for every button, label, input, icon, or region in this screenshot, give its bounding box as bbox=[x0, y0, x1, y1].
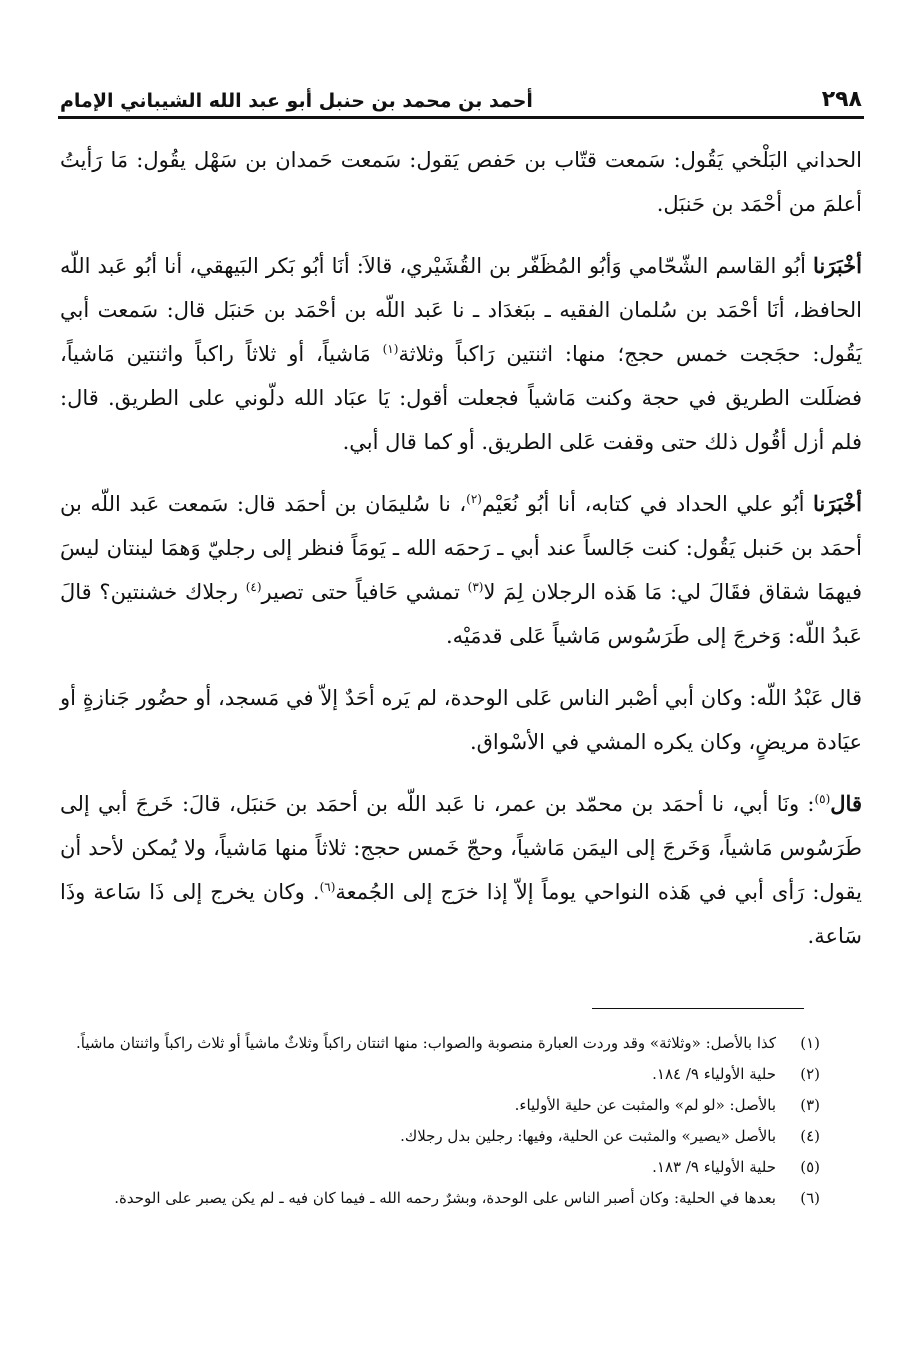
paragraph-lead-word: أخْبَرَنا bbox=[813, 253, 862, 278]
footnote-ref-1[interactable]: (١) bbox=[382, 342, 399, 356]
footnote-4 bbox=[60, 1123, 820, 1150]
paragraph-lead-word: أخْبَرَنا bbox=[813, 491, 862, 516]
footnote-ref-4[interactable]: (٤) bbox=[245, 580, 262, 594]
paragraph-text: أبُو القاسم الشّحّامي وَأبُو المُظَفّر بن القُشَيْري، قالاَ: أنَا أبُو بَكر البَيهقي، أنا أبُو عَبد اللّه الحافظ، أنَا أحْمَد بن سُلمان الفقيه ـ ببَغدَاد ـ نا عَبد اللّه بن أحْمَد بن حَنبَل قال: سَمعت أبي يَقُول: حجَجت خمس حجج؛ منها: اثنتين رَاكباً وثلاثة bbox=[60, 254, 863, 366]
page-header bbox=[60, 72, 862, 112]
paragraph-text: . وكان يخرج إلى ذَا سَاعة وذَا سَاعة. bbox=[60, 880, 862, 948]
footnote-ref-5[interactable]: (٥) bbox=[814, 792, 831, 806]
paragraph-text: قال عَبْدُ اللّه: وكان أبي أصْبر الناس عَلى الوحدة، لم يَره أحَدٌ إلاّ في مَسجد، أو حضُور جَنازةٍ أو عيَادة مريضٍ، وكان يكره المشي في الأسْواق. bbox=[60, 686, 862, 754]
footnote-ref-6[interactable]: (٦) bbox=[319, 880, 336, 894]
paragraph-text: ، نا سُليمَان بن أحمَد قال: سَمعت عَبد اللّه بن أحمَد بن حَنبل يَقُول: كنت جَالساً عند أبي ـ رَحمَه الله ـ يَومَاً فنظر إلى رجليّ وَهمَا لينتان ليسَ فيهمَا شقاق فقَالَ لي: مَا هَذه الرجلان لِمَ لا bbox=[60, 492, 863, 604]
paragraph-lead-word: قال bbox=[830, 791, 862, 816]
main-text bbox=[60, 138, 862, 976]
footnote-text: حلية الأولياء ٩/ ١٨٣. bbox=[652, 1158, 776, 1176]
paragraph-2 bbox=[60, 244, 862, 464]
footnote-separator bbox=[592, 1008, 804, 1009]
footnote-ref-2[interactable]: (٢) bbox=[466, 492, 482, 506]
footnote-number: (٢) bbox=[800, 1065, 820, 1083]
footnote-text: بعدها في الحلية: وكان أصبر الناس على الوحدة، وبشرٌ رحمه الله ـ فيما كان فيه ـ لم يكن يصبر على الوحدة. bbox=[114, 1189, 776, 1207]
header-rule bbox=[58, 116, 864, 119]
footnote-5 bbox=[60, 1154, 820, 1181]
paragraph-text: تمشي حَافياً حتى تصير bbox=[261, 580, 468, 604]
footnote-text: بالأصل «يصير» والمثبت عن الحلية، وفيها: رجلين بدل رجلاك. bbox=[400, 1127, 776, 1145]
paragraph-4 bbox=[60, 676, 862, 764]
paragraph-1 bbox=[60, 138, 862, 226]
footnote-6 bbox=[60, 1185, 820, 1212]
paragraph-text: : ونَا أبي، نا أحمَد بن محمّد بن عمر، نا عَبد اللّه بن أحمَد بن حَنبَل، قالَ: خَرجَ أبي إلى طَرَسُوس مَاشياً، وَخَرجَ إلى اليمَن مَاشياً، وحجّ خَمس حجج: ثلاثاً منها مَاشياً، ولا يُمكن لأحد أن يقول: رَأى أبي في هَذه النواحي يوماً إلاّ إذا خرَج إلى الجُمعة bbox=[60, 792, 862, 904]
footnote-1 bbox=[60, 1030, 820, 1057]
footnote-number: (٤) bbox=[800, 1127, 820, 1145]
page-number: ٢٩٨ bbox=[821, 87, 862, 112]
footnote-3 bbox=[60, 1092, 820, 1119]
footnote-number: (٣) bbox=[800, 1096, 820, 1114]
footnote-text: حلية الأولياء ٩/ ١٨٤. bbox=[652, 1065, 776, 1083]
footnote-text: كذا بالأصل: «وثلاثة» وقد وردت العبارة منصوبة والصواب: منها اثنتان راكباً وثلاثٌ ماشياً أو ثلاث راكباً واثنتان ماشياً. bbox=[76, 1034, 776, 1052]
paragraph-3 bbox=[60, 482, 862, 658]
footnote-number: (٦) bbox=[800, 1189, 820, 1207]
paragraph-text: مَاشياً، أو ثلاثاً راكباً واثنتين مَاشياً، فضلَلت الطريق في حجة وكنت مَاشياً فجعلت أقول: يَا عبَاد الله دلّوني على الطريق. قال: فلم أزل أقُول ذلك حتى وقفت عَلى الطريق. أو كما قال أبي. bbox=[60, 342, 862, 454]
paragraph-text: رجلاك خشنتين؟ قالَ عَبدُ اللّه: وَخرجَ إلى طَرَسُوس مَاشياً عَلى قدمَيْه. bbox=[60, 580, 862, 648]
footnote-text: بالأصل: «لو لم» والمثبت عن حلية الأولياء. bbox=[514, 1096, 776, 1114]
footnote-number: (١) bbox=[800, 1034, 820, 1052]
footnote-2 bbox=[60, 1061, 820, 1088]
paragraph-text: الحداني البَلْخي يَقُول: سَمعت قتّاب بن حَفص يَقول: سَمعت حَمدان بن سَهْل يقُول: مَا رَأيتُ أعلمَ من أحْمَد بن حَنبَل. bbox=[60, 148, 862, 216]
paragraph-text: أبُو علي الحداد في كتابه، أنا أبُو نُعَيْم bbox=[481, 492, 814, 516]
footnotes bbox=[60, 1030, 820, 1216]
footnote-ref-3[interactable]: (٣) bbox=[467, 580, 484, 594]
paragraph-5 bbox=[60, 782, 862, 958]
running-title: أحمد بن محمد بن حنبل أبو عبد الله الشيباني الإمام bbox=[60, 90, 533, 112]
footnote-number: (٥) bbox=[800, 1158, 820, 1176]
